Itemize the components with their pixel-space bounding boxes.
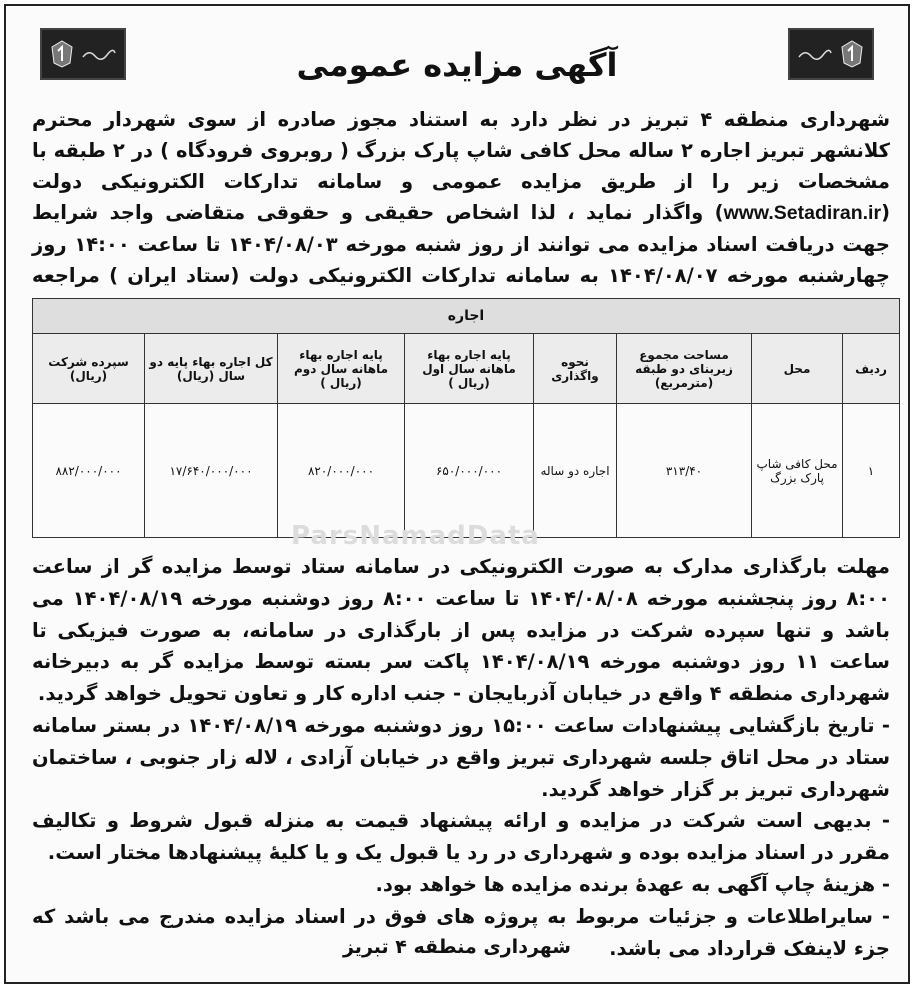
- table-row: [33, 404, 900, 538]
- page-title: آگهی مزایده عمومی: [296, 46, 618, 84]
- cell-place: محل کافی شاپ پارک بزرگ: [752, 404, 843, 538]
- col-header-method: نحوه واگذاری: [534, 334, 617, 404]
- cell-method: اجاره دو ساله: [534, 404, 617, 538]
- col-header-total: کل اجاره بهاء پایه دو سال (ریال): [145, 334, 278, 404]
- footer-signature: شهرداری منطقه ۴ تبریز: [342, 936, 571, 958]
- print-cost-paragraph: - هزینهٔ چاپ آگهی به عهدهٔ برنده مزایده ها خواهد بود.: [375, 872, 890, 896]
- table-header-row: [33, 334, 900, 404]
- table-caption: اجاره: [33, 299, 900, 334]
- cell-area: ۳۱۳/۴۰: [617, 404, 752, 538]
- conditions-section: [32, 551, 890, 964]
- intro-text-end: ) واگذار نماید ، لذا اشخاص حقیقی و حقوقی متقاضی واجد شرایط جهت دریافت اسناد مزایده می توانند از روز شنبه مورخه ۱۴۰۴/۰۸/۰۳ تا ساعت ۱۴:۰۰ روز چهارشنبه مورخه ۱۴۰۴/۰۸/۰۷ به سامانه تدارکات الکترونیکی دولت (ستاد ایران ) مراجعه: [32, 201, 890, 287]
- advertisement-page: [4, 4, 910, 984]
- upload-deadline-paragraph: مهلت بارگذاری مدارک به صورت الکترونیکی در سامانه ستاد توسط مزایده گر از ساعت ۸:۰۰ روز پنجشنبه مورخه ۱۴۰۴/۰۸/۰۸ تا ساعت ۸:۰۰ روز دوشنبه مورخه ۱۴۰۴/۰۸/۱۹ می باشد و تنها سپرده شرکت در مزایده پس از بارگذاری در سامانه، به صورت فیزیکی تا ساعت ۱۱ روز دوشنبه مورخه ۱۴۰۴/۰۸/۱۹ پاکت سر بسته توسط مزایده گر به دبیرخانه شهرداری منطقه ۴ واقع در خیابان آذربایجان - جنب اداره کار و تعاون تحویل خواهد گردید.: [32, 555, 890, 706]
- cell-deposit: ۸۸۲/۰۰۰/۰۰۰: [33, 404, 145, 538]
- intro-paragraph: [32, 104, 890, 322]
- cell-year1: ۶۵۰/۰۰۰/۰۰۰: [405, 404, 534, 538]
- acceptance-terms-paragraph: - بدیهی است شرکت در مزایده و ارائه پیشنهاد قیمت به منزله قبول شروط و تکالیف مقرر در اسناد مزایده بوده و شهرداری در رد یا قبول یک و یا کلیهٔ پیشنهادها مختار است.: [32, 809, 890, 865]
- col-header-row-number: ردیف: [843, 334, 900, 404]
- intro-text-start: شهرداری منطقه ۴ تبریز در نظر دارد به استناد مجوز صادره از سوی شهردار محترم کلانشهر تبریز اجاره ۲ ساله محل کافی شاپ پارک بزرگ ( روبروی فرودگاه ) در ۲ طبقه با مشخصات زیر را از طریق مزایده عمومی و سامانه تدارکات الکترونیکی دولت (: [32, 108, 890, 224]
- other-info-paragraph: - سایراطلاعات و جزئیات مربوط به پروژه های فوق در اسناد مزایده مندرج می باشد که جزء لاینفک قرارداد می باشد.: [32, 904, 890, 960]
- col-header-deposit: سپرده شرکت (ریال): [33, 334, 145, 404]
- col-header-place: محل: [752, 334, 843, 404]
- col-header-year1: پایه اجاره بهاء ماهانه سال اول (ریال ): [405, 334, 534, 404]
- cell-total: ۱۷/۶۴۰/۰۰۰/۰۰۰: [145, 404, 278, 538]
- opening-date-paragraph: - تاریخ بازگشایی پیشنهادات ساعت ۱۵:۰۰ روز دوشنبه مورخه ۱۴۰۴/۰۸/۱۹ در بستر سامانه ستاد در محل اتاق جلسه شهرداری تبریز واقع در خیابان آزادی ، لاله زار جنوبی ، ساختمان شهرداری تبریز بر گزار خواهد گردید.: [32, 713, 890, 801]
- col-header-year2: پایه اجاره بهاء ماهانه سال دوم (ریال ): [278, 334, 405, 404]
- watermark: ParsNamadData: [291, 521, 540, 551]
- cell-year2: ۸۲۰/۰۰۰/۰۰۰: [278, 404, 405, 538]
- setadiran-link[interactable]: www.Setadiran.ir: [723, 202, 882, 224]
- cell-row-number: ۱: [843, 404, 900, 538]
- lease-table: [32, 298, 900, 538]
- col-header-area: مساحت مجموع زیربنای دو طبقه (مترمربع): [617, 334, 752, 404]
